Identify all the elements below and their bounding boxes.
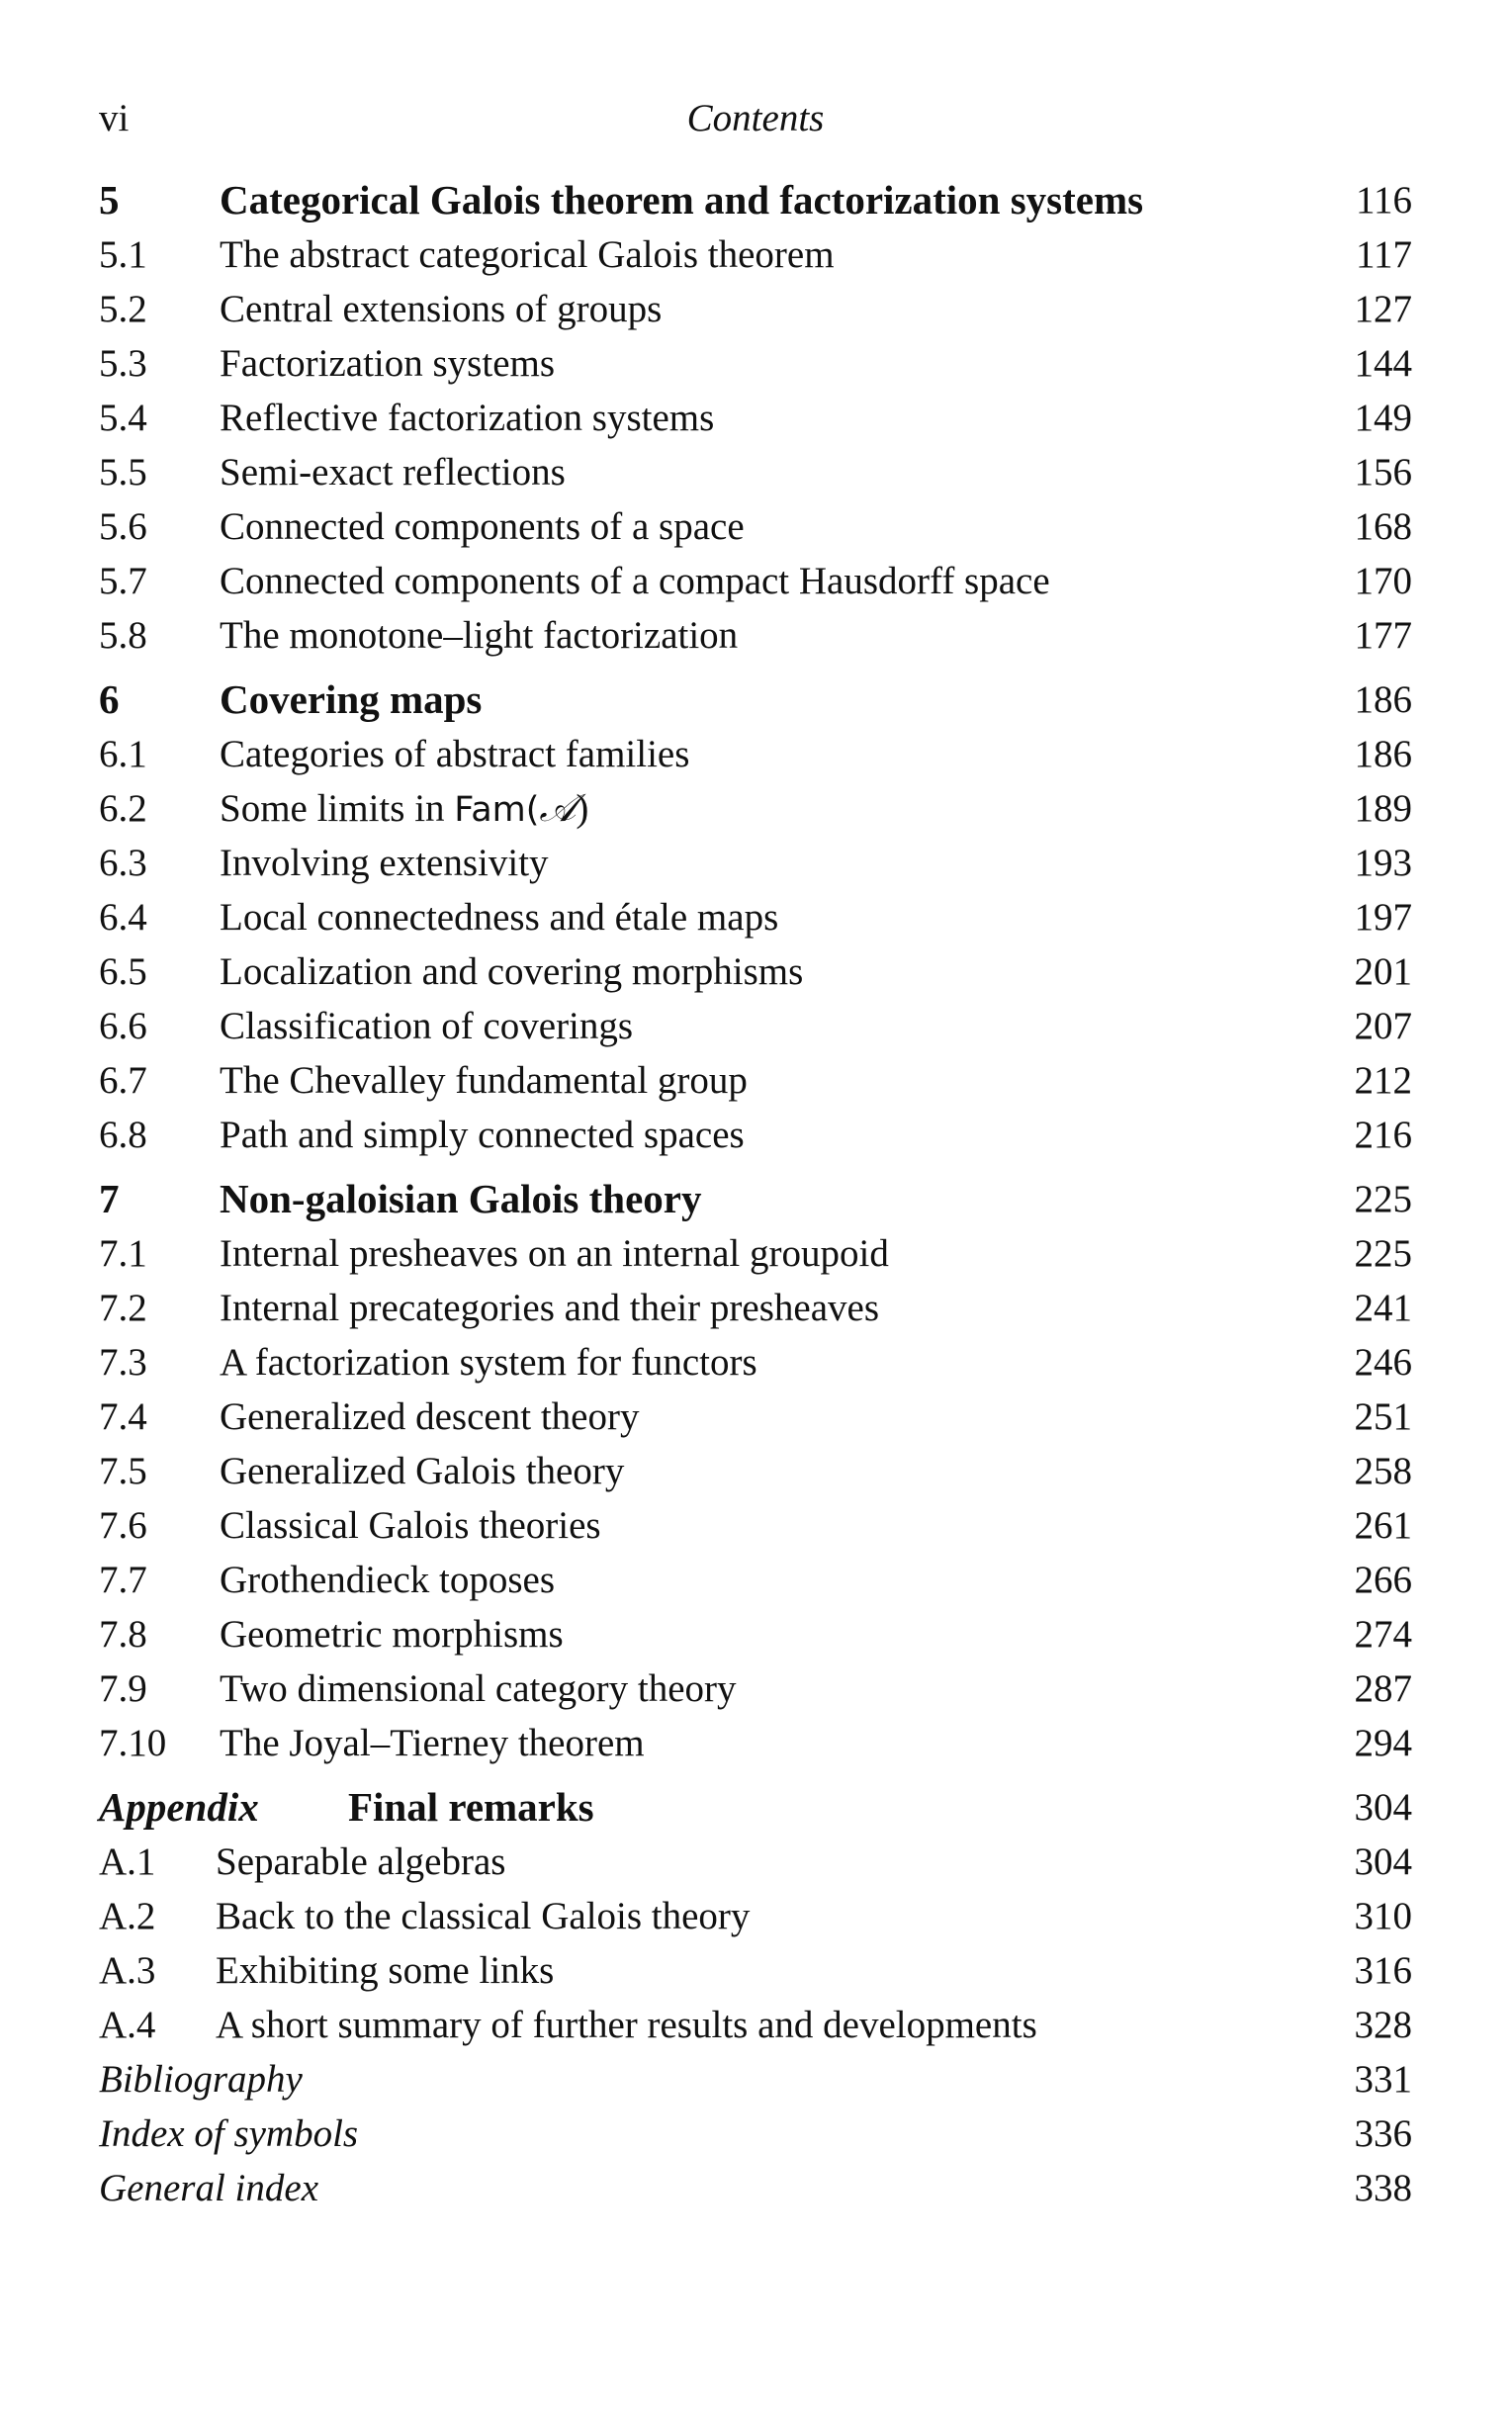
toc-entry[interactable] <box>99 1498 1412 1553</box>
section-title: Involving extensivity <box>220 842 549 884</box>
backmatter-page: 338 <box>1354 2167 1412 2209</box>
section-number: A.3 <box>99 1949 156 1992</box>
section-title: Reflective factorization systems <box>220 397 715 439</box>
chapter-title: Covering maps <box>220 676 483 722</box>
section-number: 7.8 <box>99 1613 147 1656</box>
page-folio: vi <box>99 97 130 139</box>
toc-entry[interactable] <box>99 1281 1412 1335</box>
toc-entry[interactable] <box>99 1835 1412 1889</box>
section-title: Path and simply connected spaces <box>220 1114 745 1156</box>
toc-entry[interactable] <box>99 282 1412 336</box>
chapter-heading[interactable] <box>99 1172 1412 1226</box>
open-paren: ( <box>525 790 540 830</box>
section-title: The Chevalley fundamental group <box>220 1059 748 1102</box>
section-number: 7.2 <box>99 1287 147 1329</box>
toc-entry[interactable] <box>99 554 1412 608</box>
section-page: 328 <box>1354 2004 1412 2046</box>
section-number: 5.1 <box>99 233 147 276</box>
section-page: 117 <box>1355 233 1412 276</box>
section-title: Generalized descent theory <box>220 1395 640 1438</box>
section-number: 7.1 <box>99 1232 147 1275</box>
toc-entry-index-of-symbols[interactable] <box>99 2107 1412 2161</box>
toc-entry[interactable] <box>99 1053 1412 1108</box>
section-number: 7.4 <box>99 1395 147 1438</box>
section-page: 170 <box>1354 560 1412 602</box>
toc-entry[interactable] <box>99 1889 1412 1943</box>
chapter-heading[interactable] <box>99 173 1412 227</box>
chapter-number: 6 <box>99 676 120 722</box>
toc-entry[interactable] <box>99 836 1412 890</box>
toc-entry[interactable] <box>99 336 1412 391</box>
fam-symbol: Fam <box>454 790 526 830</box>
appendix-heading[interactable] <box>99 1780 1412 1835</box>
chapter-6 <box>99 673 1412 1162</box>
section-page: 197 <box>1354 896 1412 939</box>
backmatter-title: Index of symbols <box>99 2112 359 2155</box>
section-page: 144 <box>1354 342 1412 385</box>
appendix-label: Appendix <box>99 1784 259 1830</box>
section-number: 6.7 <box>99 1059 147 1102</box>
section-number: 5.5 <box>99 451 147 493</box>
section-number: 5.2 <box>99 288 147 330</box>
section-page: 193 <box>1354 842 1412 884</box>
toc-entry[interactable] <box>99 1444 1412 1498</box>
section-page: 294 <box>1354 1722 1412 1764</box>
section-title: The Joyal–Tierney theorem <box>220 1722 645 1764</box>
section-number: 5.7 <box>99 560 147 602</box>
section-page: 246 <box>1354 1341 1412 1384</box>
section-title: Factorization systems <box>220 342 556 385</box>
chapter-title: Categorical Galois theorem and factorization systems <box>220 177 1144 223</box>
section-number: 5.8 <box>99 614 147 657</box>
section-page: 304 <box>1354 1840 1412 1883</box>
close-paren: ) <box>576 787 589 830</box>
backmatter-page: 331 <box>1354 2058 1412 2101</box>
section-title: The monotone–light factorization <box>220 614 739 657</box>
section-number: 7.5 <box>99 1450 147 1492</box>
section-page: 189 <box>1354 787 1412 830</box>
chapter-5 <box>99 173 1412 663</box>
section-title: Localization and covering morphisms <box>220 950 804 993</box>
appendix <box>99 1780 1412 2215</box>
section-page: 201 <box>1354 950 1412 993</box>
section-number: 5.4 <box>99 397 147 439</box>
section-title <box>220 781 588 838</box>
backmatter-title: Bibliography <box>99 2058 303 2101</box>
toc-entry[interactable] <box>99 1553 1412 1607</box>
section-page: 149 <box>1354 397 1412 439</box>
section-page: 212 <box>1354 1059 1412 1102</box>
section-page: 225 <box>1354 1232 1412 1275</box>
section-page: 207 <box>1354 1005 1412 1047</box>
section-number: 7.3 <box>99 1341 147 1384</box>
chapter-number: 5 <box>99 177 120 223</box>
section-title: Classical Galois theories <box>220 1504 601 1547</box>
toc-entry-bibliography[interactable] <box>99 2052 1412 2107</box>
section-title: Internal precategories and their presheaves <box>220 1287 879 1329</box>
section-title: Central extensions of groups <box>220 288 663 330</box>
section-page: 287 <box>1354 1667 1412 1710</box>
section-title: Classification of coverings <box>220 1005 634 1047</box>
toc-entry[interactable] <box>99 727 1412 781</box>
section-page: 127 <box>1354 288 1412 330</box>
section-page: 168 <box>1354 505 1412 548</box>
toc-entry[interactable] <box>99 890 1412 944</box>
toc-entry[interactable] <box>99 1716 1412 1770</box>
table-of-contents <box>99 173 1412 2225</box>
section-title: Back to the classical Galois theory <box>216 1895 751 1937</box>
section-number: 7.7 <box>99 1559 147 1601</box>
section-number: A.4 <box>99 2004 156 2046</box>
category-a-symbol: 𝒜 <box>539 787 577 830</box>
section-page: 316 <box>1354 1949 1412 1992</box>
section-title: A factorization system for functors <box>220 1341 757 1384</box>
toc-entry[interactable] <box>99 391 1412 445</box>
backmatter-page: 336 <box>1354 2112 1412 2155</box>
appendix-page: 304 <box>1354 1786 1412 1829</box>
section-title: A short summary of further results and developments <box>216 2004 1037 2046</box>
section-number: A.1 <box>99 1840 156 1883</box>
section-number: 6.8 <box>99 1114 147 1156</box>
appendix-title: Final remarks <box>348 1784 594 1830</box>
section-title: Grothendieck toposes <box>220 1559 556 1601</box>
toc-entry[interactable] <box>99 781 1412 836</box>
section-number: 7.9 <box>99 1667 147 1710</box>
section-page: 241 <box>1354 1287 1412 1329</box>
toc-entry[interactable] <box>99 1661 1412 1716</box>
section-title: Internal presheaves on an internal groupoid <box>220 1232 889 1275</box>
chapter-page: 186 <box>1354 678 1412 721</box>
section-number: 7.10 <box>99 1722 167 1764</box>
running-head-title: Contents <box>686 97 825 139</box>
section-number: 5.6 <box>99 505 147 548</box>
section-page: 266 <box>1354 1559 1412 1601</box>
section-number: 6.6 <box>99 1005 147 1047</box>
section-page: 177 <box>1354 614 1412 657</box>
section-page: 261 <box>1354 1504 1412 1547</box>
toc-entry[interactable] <box>99 445 1412 499</box>
chapter-number: 7 <box>99 1176 120 1221</box>
section-number: 7.6 <box>99 1504 147 1547</box>
section-number: 6.1 <box>99 733 147 775</box>
section-title: Categories of abstract families <box>220 733 690 775</box>
section-title-text: Some limits in <box>220 787 455 830</box>
section-page: 258 <box>1354 1450 1412 1492</box>
chapter-heading[interactable] <box>99 673 1412 727</box>
section-title: Geometric morphisms <box>220 1613 564 1656</box>
section-number: 6.4 <box>99 896 147 939</box>
section-title: Connected components of a compact Hausdorff space <box>220 560 1050 602</box>
section-page: 274 <box>1354 1613 1412 1656</box>
toc-entry[interactable] <box>99 608 1412 663</box>
section-number: 6.2 <box>99 787 147 830</box>
section-page: 186 <box>1354 733 1412 775</box>
section-title: Local connectedness and étale maps <box>220 896 779 939</box>
section-page: 310 <box>1354 1895 1412 1937</box>
toc-entry[interactable] <box>99 1335 1412 1390</box>
section-page: 216 <box>1354 1114 1412 1156</box>
section-page: 156 <box>1354 451 1412 493</box>
chapter-7 <box>99 1172 1412 1770</box>
chapter-title: Non-galoisian Galois theory <box>220 1176 702 1221</box>
toc-entry[interactable] <box>99 1226 1412 1281</box>
section-page: 251 <box>1354 1395 1412 1438</box>
chapter-page: 116 <box>1355 179 1412 222</box>
backmatter-title: General index <box>99 2167 319 2209</box>
section-number: 6.3 <box>99 842 147 884</box>
toc-entry[interactable] <box>99 999 1412 1053</box>
section-number: A.2 <box>99 1895 156 1937</box>
section-title: Semi-exact reflections <box>220 451 566 493</box>
running-head <box>99 92 1412 145</box>
chapter-page: 225 <box>1354 1178 1412 1220</box>
toc-entry[interactable] <box>99 944 1412 999</box>
section-title: Exhibiting some links <box>216 1949 555 1992</box>
section-title: Two dimensional category theory <box>220 1667 737 1710</box>
toc-entry[interactable] <box>99 227 1412 282</box>
toc-entry[interactable] <box>99 1607 1412 1661</box>
toc-entry-general-index[interactable] <box>99 2161 1412 2215</box>
section-title: Separable algebras <box>216 1840 506 1883</box>
section-title: The abstract categorical Galois theorem <box>220 233 835 276</box>
toc-entry[interactable] <box>99 499 1412 554</box>
section-number: 6.5 <box>99 950 147 993</box>
toc-entry[interactable] <box>99 1998 1412 2052</box>
section-title: Generalized Galois theory <box>220 1450 625 1492</box>
toc-entry[interactable] <box>99 1943 1412 1998</box>
toc-entry[interactable] <box>99 1390 1412 1444</box>
toc-entry[interactable] <box>99 1108 1412 1162</box>
section-title: Connected components of a space <box>220 505 745 548</box>
section-number: 5.3 <box>99 342 147 385</box>
